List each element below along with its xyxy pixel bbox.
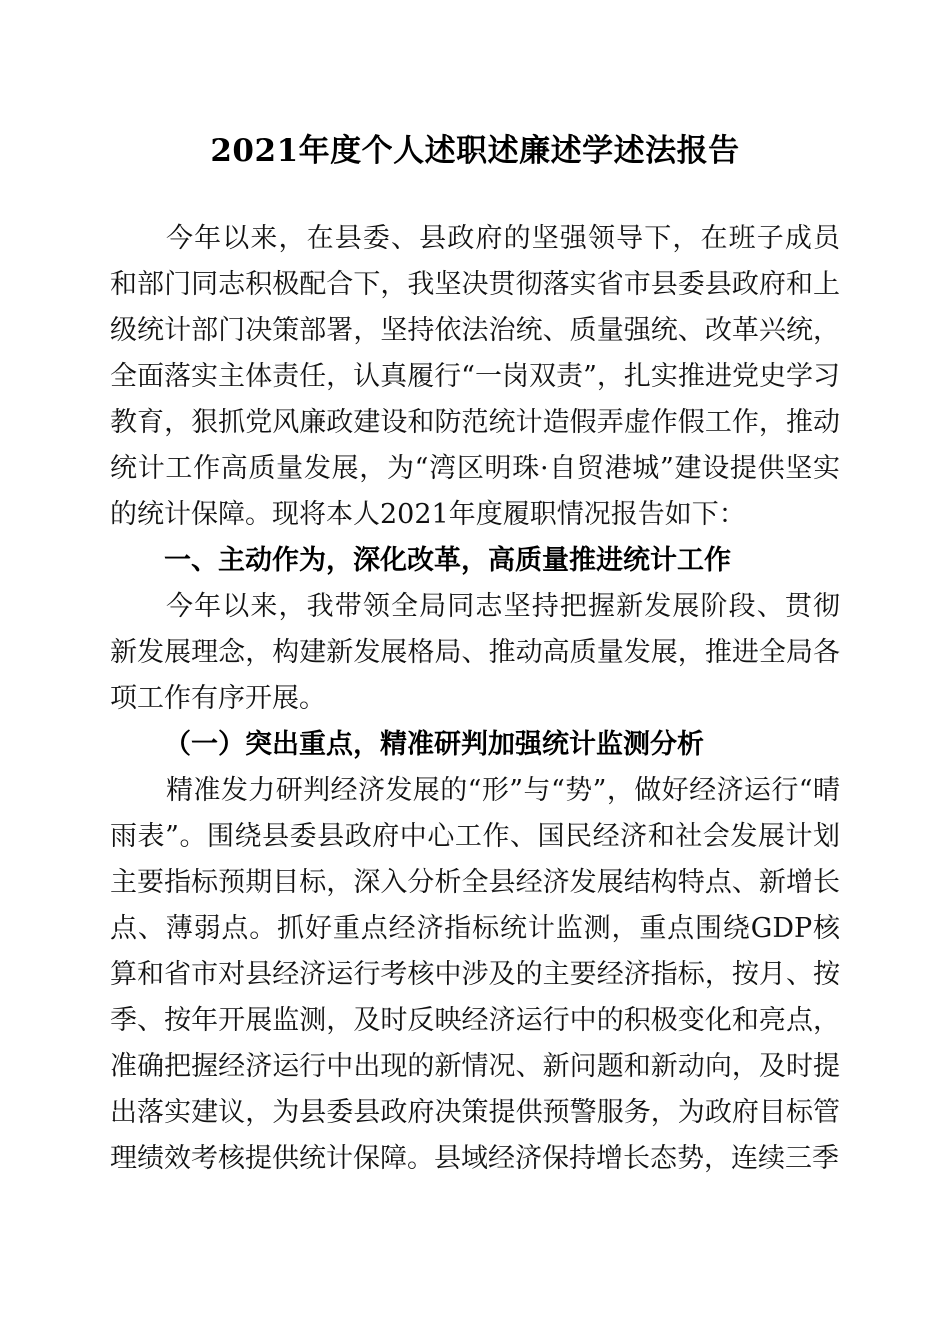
paragraph-intro: 今年以来，在县委、县政府的坚强领导下，在班子成员和部门同志积极配合下，我坚决贯彻落实省市县委县政府和上级统计部门决策部署，坚持依法治统、质量强统、改革兴统，全面落实主体责任，认真履行“一岗双责”，扎实推进党史学习教育，狠抓党风廉政建设和防范统计造假弄虚作假工作，推动统计工作高质量发展，为“湾区明珠·自贸港城”建设提供坚实的统计保障。现将本人2021年度履职情况报告如下： xyxy=(110,223,840,530)
heading-subsection-1-1: （一）突出重点，精准研判加强统计监测分析 xyxy=(164,729,704,760)
heading-section-1: 一、主动作为，深化改革，高质量推进统计工作 xyxy=(164,545,731,576)
paragraph-section-1-lead: 今年以来，我带领全局同志坚持把握新发展阶段、贯彻新发展理念，构建新发展格局、推动高质量发展，推进全局各项工作有序开展。 xyxy=(110,591,840,714)
page-title: 2021年度个人述职述廉述学述法报告 xyxy=(210,133,740,169)
paragraph-subsection-1-1-body: 精准发力研判经济发展的“形”与“势”，做好经济运行“晴雨表”。围绕县委县政府中心工作、国民经济和社会发展计划主要指标预期目标，深入分析全县经济发展结构特点、新增长点、薄弱点。抓好重点经济指标统计监测，重点围绕GDP核算和省市对县经济运行考核中涉及的主要经济指标，按月、按季、按年开展监测，及时反映经济运行中的积极变化和亮点，准确把握经济运行中出现的新情况、新问题和新动向，及时提出落实建议，为县委县政府决策提供预警服务，为政府目标管理绩效考核提供统计保障。县域经济保持增长态势，连续三季 xyxy=(110,775,840,1174)
